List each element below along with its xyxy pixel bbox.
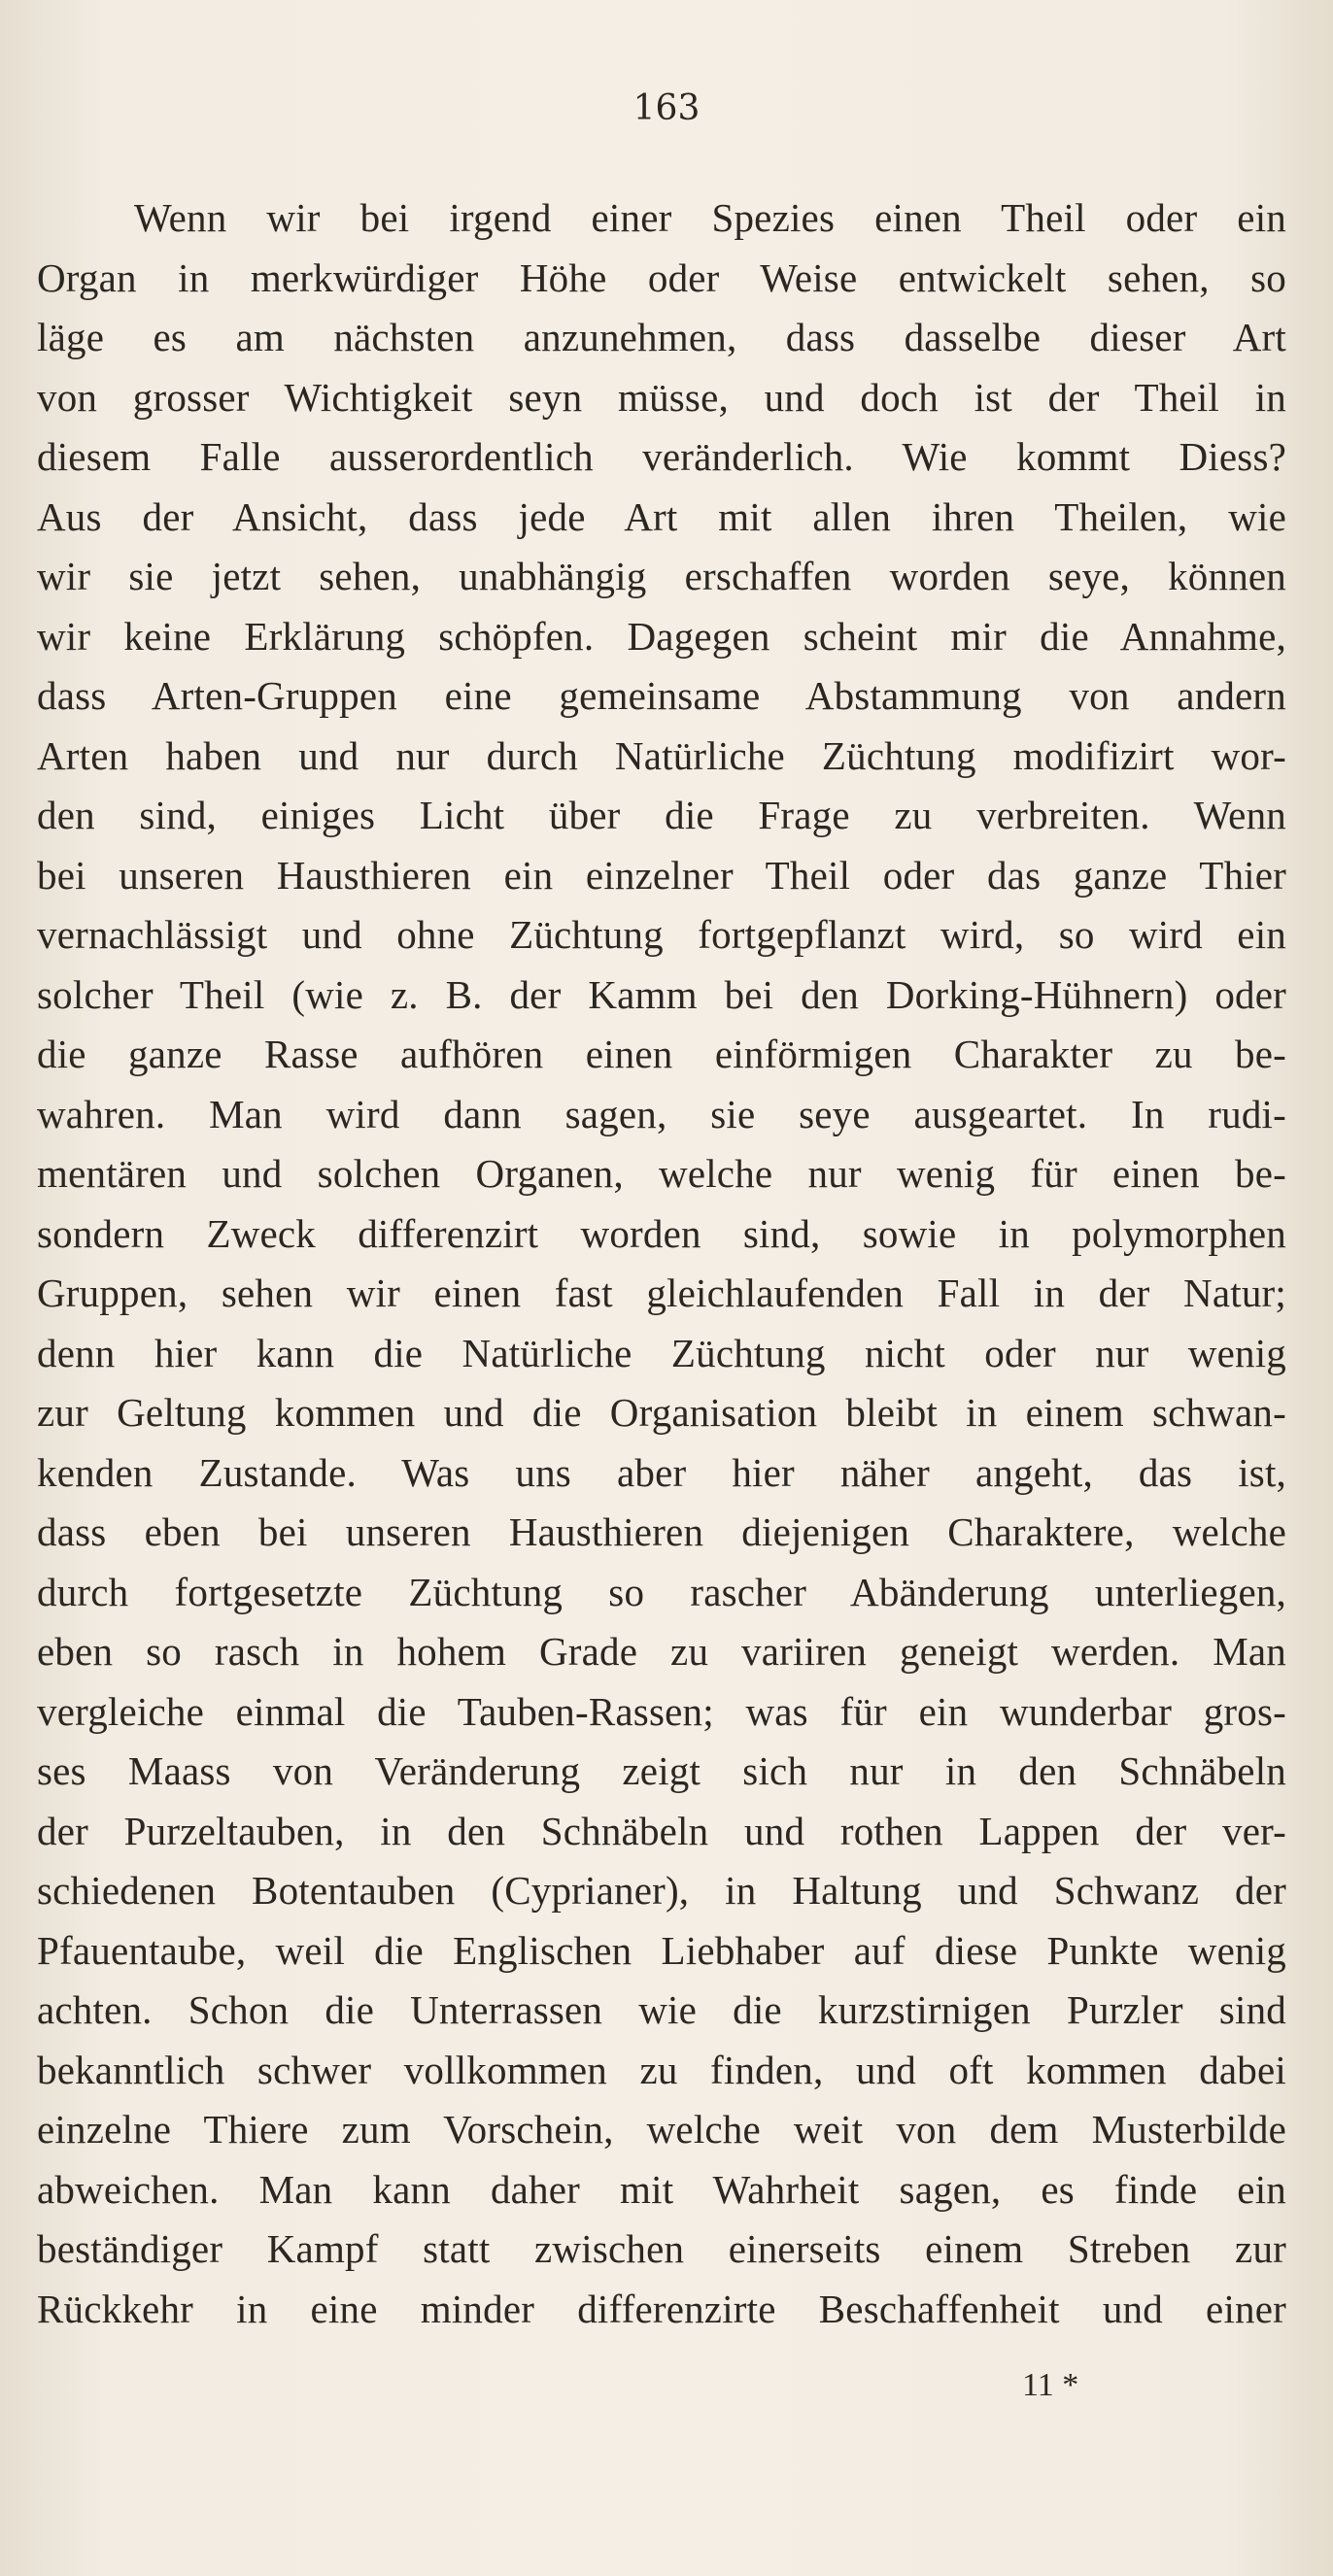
text-line: durch fortgesetzte Züchtung so rascher Abänderung unterliegen, xyxy=(37,1569,1286,1614)
text-line: wahren. Man wird dann sagen, sie seye ausgeartet. In rudi- xyxy=(37,1091,1286,1136)
text-line: von grosser Wichtigkeit seyn müsse, und doch ist der Theil in xyxy=(37,374,1286,420)
text-line: bei unseren Hausthieren ein einzelner Theil oder das ganze Thier xyxy=(37,852,1286,898)
text-line: dass eben bei unseren Hausthieren diejenigen Charaktere, welche xyxy=(37,1509,1286,1554)
text-line: kenden Zustande. Was uns aber hier näher angeht, das ist, xyxy=(37,1449,1286,1495)
text-line: der Purzeltauben, in den Schnäbeln und rothen Lappen der ver- xyxy=(37,1808,1286,1853)
text-line: Pfauentaube, weil die Englischen Liebhaber auf diese Punkte wenig xyxy=(37,1927,1286,1973)
text-line: wir keine Erklärung schöpfen. Dagegen scheint mir die Annahme, xyxy=(37,613,1286,659)
text-line: bekanntlich schwer vollkommen zu finden, und oft kommen dabei xyxy=(37,2047,1286,2092)
text-line: Organ in merkwürdiger Höhe oder Weise entwickelt sehen, so xyxy=(37,254,1286,300)
text-line: schiedenen Botentauben (Cyprianer), in Haltung und Schwanz der xyxy=(37,1868,1286,1913)
text-line: die ganze Rasse aufhören einen einförmigen Charakter zu be- xyxy=(37,1032,1286,1076)
text-line: diesem Falle ausserordentlich veränderlich. Wie kommt Diess? xyxy=(37,434,1286,479)
text-line: abweichen. Man kann daher mit Wahrheit sagen, es finde ein xyxy=(37,2166,1286,2212)
signature-mark: 11 * xyxy=(1022,2367,1079,2403)
text-line: Wenn wir bei irgend einer Spezies einen Theil oder ein xyxy=(134,195,1286,240)
text-line: den sind, einiges Licht über die Frage zu verbreiten. Wenn xyxy=(37,793,1286,837)
text-line: mentären und solchen Organen, welche nur wenig für einen be- xyxy=(37,1151,1286,1196)
text-line: einzelne Thiere zum Vorschein, welche weit von dem Musterbilde xyxy=(37,2107,1286,2152)
text-line: wir sie jetzt sehen, unabhängig erschaffen worden seye, können xyxy=(37,554,1286,598)
text-line: solcher Theil (wie z. B. der Kamm bei den Dorking-Hühnern) oder xyxy=(37,971,1286,1017)
text-line: denn hier kann die Natürliche Züchtung nicht oder nur wenig xyxy=(37,1330,1286,1375)
page-number: 163 xyxy=(632,88,701,128)
text-line: läge es am nächsten anzunehmen, dass dasselbe dieser Art xyxy=(37,315,1286,359)
text-line: Aus der Ansicht, dass jede Art mit allen ihren Theilen, wie xyxy=(37,493,1286,539)
text-line: sondern Zweck differenzirt worden sind, sowie in polymorphen xyxy=(37,1210,1286,1256)
text-line: vernachlässigt und ohne Züchtung fortgepflanzt wird, so wird ein xyxy=(37,912,1286,957)
text-line: dass Arten-Gruppen eine gemeinsame Abstammung von andern xyxy=(37,673,1286,718)
text-line: zur Geltung kommen und die Organisation bleibt in einem schwan- xyxy=(37,1390,1286,1435)
text-line: ses Maass von Veränderung zeigt sich nur in den Schnäbeln xyxy=(37,1748,1286,1793)
text-line: Gruppen, sehen wir einen fast gleichlaufenden Fall in der Natur; xyxy=(37,1271,1286,1315)
text-line: Arten haben und nur durch Natürliche Züchtung modifizirt wor- xyxy=(37,732,1286,778)
text-line: achten. Schon die Unterrassen wie die kurzstirnigen Purzler sind xyxy=(37,1987,1286,2032)
text-line: vergleiche einmal die Tauben-Rassen; was für ein wunderbar gros- xyxy=(37,1688,1286,1734)
text-line: Rückkehr in eine minder differenzirte Beschaffenheit und einer xyxy=(37,2286,1286,2331)
text-line: eben so rasch in hohem Grade zu variiren geneigt werden. Man xyxy=(37,1629,1286,1674)
body-text xyxy=(37,188,1286,2339)
text-line: beständiger Kampf statt zwischen einerseits einem Streben zur xyxy=(37,2226,1286,2271)
